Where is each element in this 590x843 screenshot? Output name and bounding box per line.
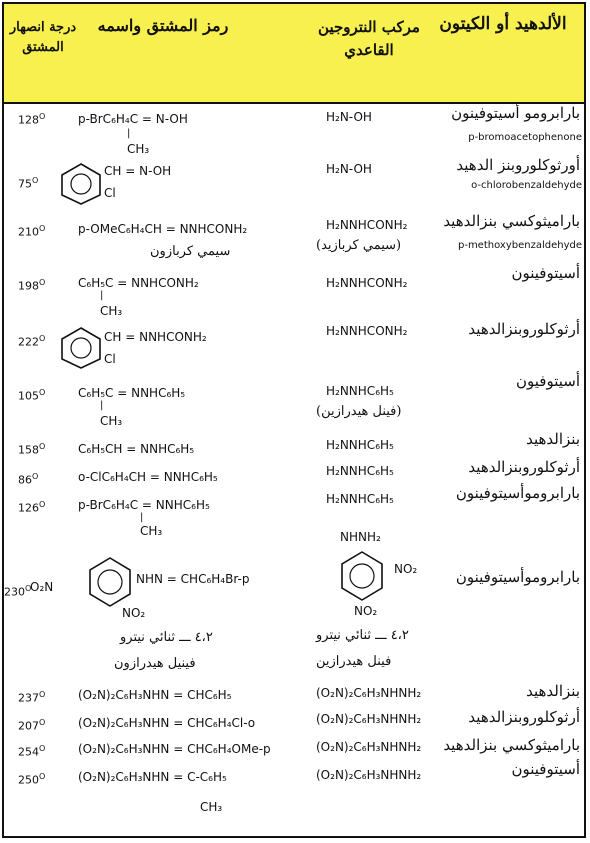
- row-melting-point: $230^O$: [4, 584, 32, 599]
- header-aldehyde: الألدهيد أو الكيتون: [439, 14, 567, 34]
- row-reagent-no2: NO₂: [354, 604, 378, 618]
- row-reagent: (O₂N)₂C₆H₃NHNH₂: [316, 712, 422, 726]
- row-derivative: (O₂N)₂C₆H₃NHN = CHC₆H₄OMe-p: [78, 742, 271, 756]
- row-melting-point: $207^O$: [18, 718, 46, 733]
- row-aldehyde: بنزالدهيد: [526, 430, 580, 448]
- row-melting-point: $75^O$: [18, 176, 39, 191]
- header-reagent: مركب النتروجين القاعدي: [318, 18, 420, 59]
- row-derivative: C₆H₅C = NNHCONH₂: [78, 276, 199, 290]
- row-aldehyde: باراميثوكسي بنزالدهيد: [443, 212, 580, 230]
- row-aldehyde: بنزالدهيد: [526, 682, 580, 700]
- row-reagent: H₂NNHCONH₂: [326, 276, 408, 290]
- row-aldehyde: باراميثوكسي بنزالدهيد: [443, 736, 580, 754]
- row-substituent: Cl: [104, 352, 116, 366]
- row-derivative-ar: سيمي كربازون: [150, 244, 231, 259]
- row-reagent: H₂NNHCONH₂: [326, 218, 408, 232]
- row-aldehyde: أورثوكلوروبنز الدهيد: [456, 156, 580, 174]
- row-derivative: (O₂N)₂C₆H₃NHN = CHC₆H₄Cl-o: [78, 716, 256, 730]
- row-derivative-ar: فينيل هيدرازون: [114, 656, 196, 671]
- row-melting-point: $86^O$: [18, 472, 39, 487]
- row-reagent: H₂NNHCONH₂: [326, 324, 408, 338]
- row-reagent: (O₂N)₂C₆H₃NHNH₂: [316, 740, 422, 754]
- header-derivative: رمز المشتق واسمه: [97, 16, 229, 35]
- row-substituent: CH₃: [100, 414, 123, 428]
- row-melting-point: $198^O$: [18, 278, 46, 293]
- row-aldehyde: أرثوكلوروبنزالدهيد: [468, 458, 580, 476]
- row-reagent: (O₂N)₂C₆H₃NHNH₂: [316, 686, 422, 700]
- row-substituent: CH₃: [200, 800, 223, 814]
- row-aldehyde: أسيتوفينون: [511, 760, 580, 778]
- row-derivative: C₆H₅C = NNHC₆H₅: [78, 386, 186, 400]
- row-aldehyde-en: o-chlorobenzaldehyde: [471, 180, 582, 191]
- row-reagent-top: NHNH₂: [340, 530, 381, 544]
- row-reagent: H₂N-OH: [326, 162, 372, 176]
- row-substituent: CH₃: [140, 524, 163, 538]
- row-derivative: CH = NNHCONH₂: [104, 330, 207, 344]
- row-aldehyde-en: p-bromoacetophenone: [468, 132, 582, 143]
- row-substituent: CH₃: [127, 142, 150, 156]
- row-derivative: p-BrC₆H₄C = N-OH: [78, 112, 188, 126]
- row-substituent: CH₃: [100, 304, 123, 318]
- row-reagent: H₂NNHC₆H₅: [326, 492, 394, 506]
- row-derivative: (O₂N)₂C₆H₃NHN = CHC₆H₅: [78, 688, 232, 702]
- row-aldehyde: أسيتوفينون: [511, 264, 580, 282]
- row-aldehyde: بارابروموأسيتوفينون: [455, 568, 580, 586]
- row-derivative-no2: NO₂: [122, 606, 146, 620]
- row-derivative: CH = N-OH: [104, 164, 172, 178]
- row-reagent-ar: (سيمي كربازيد): [316, 238, 402, 253]
- benzene-ring-icon: [56, 160, 106, 206]
- row-derivative: NHN = CHC₆H₄Br-p: [136, 572, 250, 586]
- row-derivative-ar: ٤،٢ ـــ ثنائي نيترو: [120, 630, 213, 645]
- table-header: [2, 2, 586, 104]
- row-derivative: p-OMeC₆H₄CH = NNHCONH₂: [78, 222, 248, 236]
- row-melting-point: $237^O$: [18, 690, 46, 705]
- row-reagent-ar: (فينل هيدرازين): [316, 404, 402, 419]
- row-derivative: C₆H₅CH = NNHC₆H₅: [78, 442, 195, 456]
- row-reagent-ar: فينل هيدرازين: [316, 654, 392, 669]
- row-reagent: H₂NNHC₆H₅: [326, 438, 394, 452]
- row-derivative-o2n: O₂N: [30, 580, 54, 594]
- row-aldehyde-en: p-methoxybenzaldehyde: [457, 240, 582, 251]
- row-melting-point: $210^O$: [18, 224, 46, 239]
- row-melting-point: $105^O$: [18, 388, 46, 403]
- row-aldehyde: بارابروموأسيتوفينون: [455, 484, 580, 502]
- row-reagent: (O₂N)₂C₆H₃NHNH₂: [316, 768, 422, 782]
- benzene-ring-icon: [336, 548, 388, 604]
- row-reagent: H₂NNHC₆H₅: [326, 464, 394, 478]
- row-melting-point: $158^O$: [18, 442, 46, 457]
- benzene-ring-icon: [84, 554, 136, 610]
- benzene-ring-icon: [56, 324, 106, 370]
- row-derivative: (O₂N)₂C₆H₃NHN = C-C₆H₅: [78, 770, 227, 784]
- row-reagent-no2: NO₂: [394, 562, 418, 576]
- header-melting-point: درجة انصهار المشتق: [9, 20, 77, 55]
- row-substituent: Cl: [104, 186, 116, 200]
- row-melting-point: $250^O$: [18, 772, 46, 787]
- row-reagent: H₂N-OH: [326, 110, 372, 124]
- row-melting-point: $222^O$: [18, 334, 46, 349]
- row-reagent-ar: ٤،٢ ـــ ثنائي نيترو: [316, 628, 409, 643]
- row-melting-point: $254^O$: [18, 744, 46, 759]
- row-melting-point: $126^O$: [18, 500, 46, 515]
- row-reagent: H₂NNHC₆H₅: [326, 384, 394, 398]
- row-derivative: o-ClC₆H₄CH = NNHC₆H₅: [78, 470, 218, 484]
- row-aldehyde: بارابرومو أسيتوفينون: [451, 104, 580, 122]
- row-derivative: p-BrC₆H₄C = NNHC₆H₅: [78, 498, 210, 512]
- row-aldehyde: أرثوكلوروبنزالدهيد: [468, 320, 580, 338]
- row-aldehyde: أرثوكلوروبنزالدهيد: [468, 708, 580, 726]
- row-melting-point: $128^O$: [18, 112, 46, 127]
- row-aldehyde: أسيتوفيون: [516, 372, 580, 390]
